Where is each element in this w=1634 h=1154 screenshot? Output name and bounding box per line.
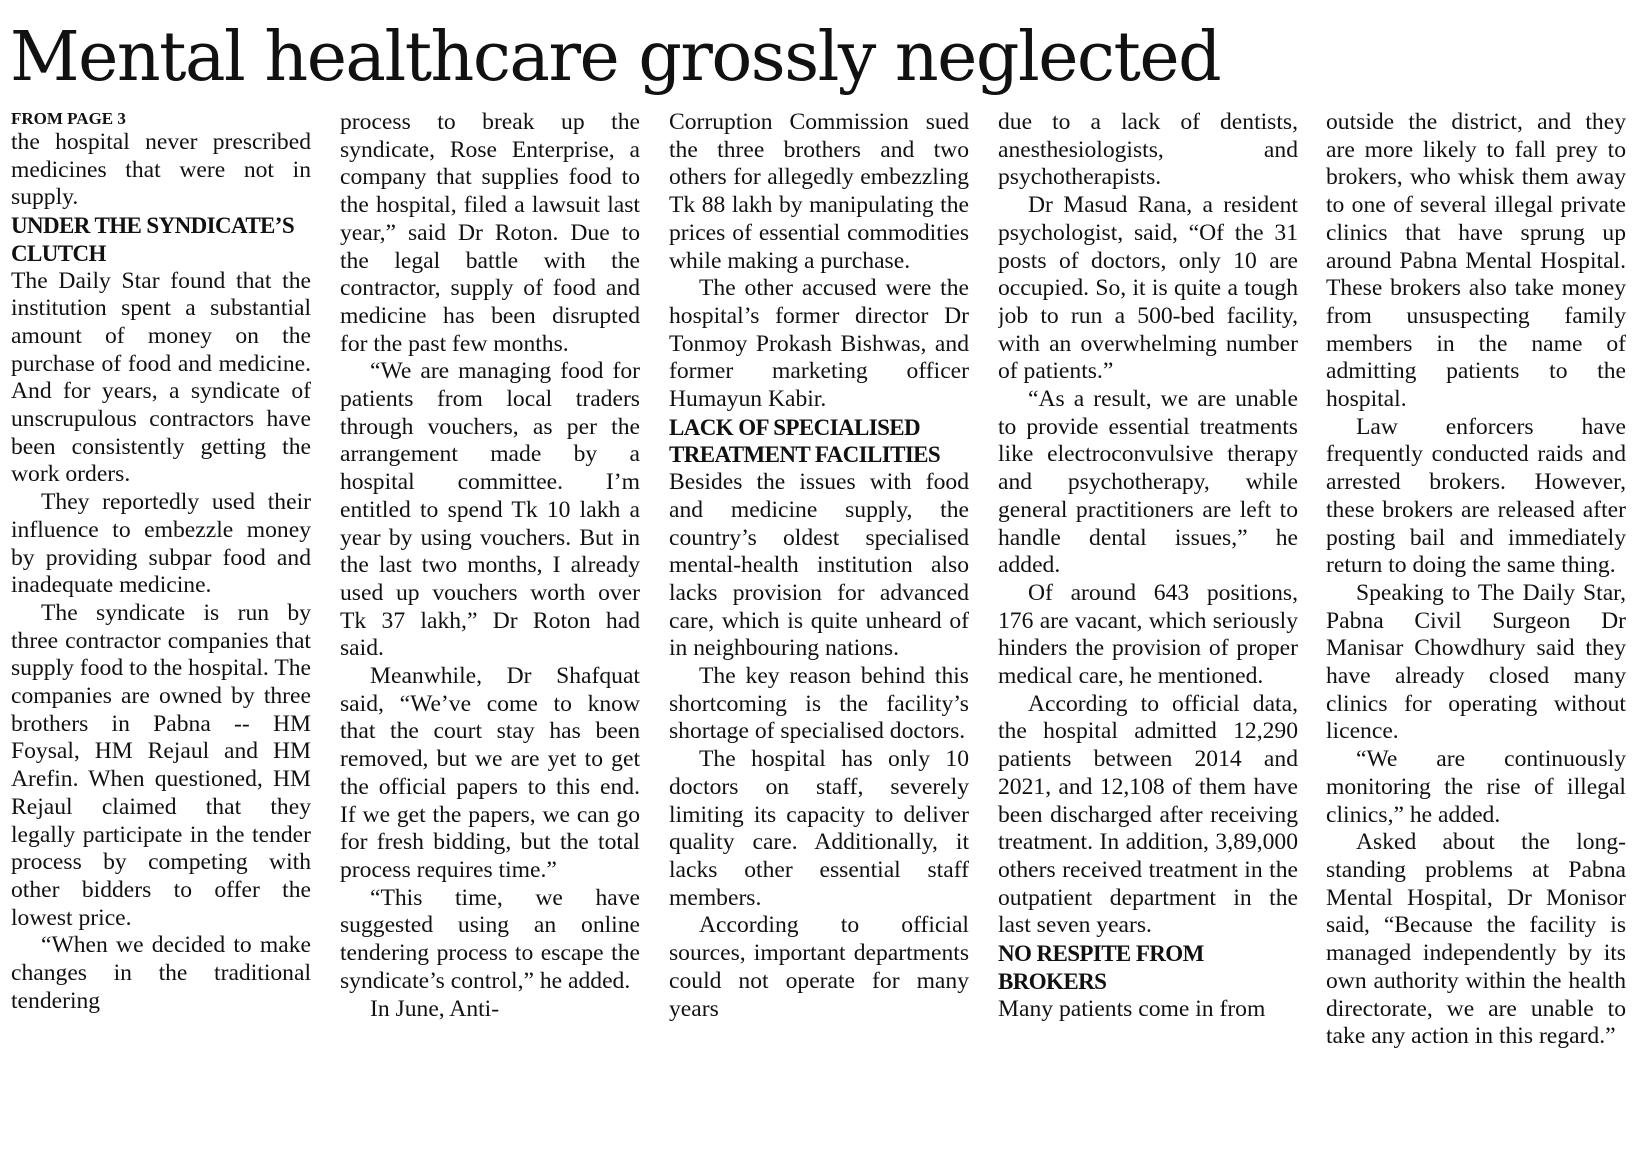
paragraph: They reportedly used their influence to embezzle money by providing subpar food and inadequate medicine. <box>11 489 311 599</box>
paragraph: Asked about the long-standing problems at Pabna Mental Hospital, Dr Monisor said, “Because the facility is managed independently by its own authority within the health directorate, we are unable to take any action in this regard.” <box>1326 829 1626 1050</box>
paragraph: Speaking to The Daily Star, Pabna Civil Surgeon Dr Manisar Chowdhury said they have already closed many clinics for operating without licence. <box>1326 579 1626 745</box>
paragraph: Meanwhile, Dr Shafquat said, “We’ve come to know that the court stay has been removed, but we are yet to get the official papers to this end. If we get the papers, we can go for fresh bidding, but the total process requires time.” <box>340 663 640 883</box>
paragraph: process to break up the syndicate, Rose Enterprise, a company that supplies food to the hospital, filed a lawsuit last year,” said Dr Roton. Due to the legal battle with the contractor, supply of food and medicine has been disrupted for the past few months. <box>340 109 640 357</box>
paragraph: “This time, we have suggested using an online tendering process to escape the syndicate’s control,” he added. <box>340 884 640 994</box>
paragraph: the hospital never prescribed medicines that were not in supply. <box>11 129 311 211</box>
jump-line: FROM PAGE 3 <box>11 109 126 128</box>
paragraph: Law enforcers have frequently conducted raids and arrested brokers. However, these brokers are released after posting bail and immediately return to doing the same thing. <box>1326 413 1626 579</box>
paragraph: The key reason behind this shortcoming is the facility’s shortage of specialised doctors. <box>669 663 969 745</box>
paragraph: “We are continuously monitoring the rise of illegal clinics,” he added. <box>1326 746 1626 828</box>
paragraph: In June, Anti- <box>370 995 500 1022</box>
paragraph: Corruption Commission sued the three brothers and two others for allegedly embezzling Tk 88 lakh by manipulating the prices of essential commodities while making a purchase. <box>669 109 969 274</box>
article-column-2 <box>340 109 640 1149</box>
paragraph: The Daily Star found that the institution spent a substantial amount of money on the purchase of food and medicine. And for years, a syndicate of unscrupulous contractors have been consistently getting the work orders. <box>11 267 311 488</box>
paragraph: Besides the issues with food and medicine supply, the country’s oldest specialised mental-health institution also lacks provision for advanced care, which is quite unheard of in neighbouring nations. <box>669 469 969 662</box>
paragraph: outside the district, and they are more likely to fall prey to brokers, who whisk them away to one of several illegal private clinics that have sprung up around Pabna Mental Hospital. These brokers also take money from unsuspecting family members in the name of admitting patients to the hospital. <box>1326 109 1626 413</box>
paragraph: The syndicate is run by three contractor companies that supply food to the hospital. The companies are owned by three brothers in Pabna -- HM Foysal, HM Rejaul and HM Arefin. When questioned, HM Rejaul claimed that they legally participate in the tender process by competing with other bidders to offer the lowest price. <box>11 599 311 931</box>
paragraph: According to official sources, important departments could not operate for many years <box>669 912 969 1022</box>
article-column-1 <box>11 109 311 1149</box>
subheading: LACK OF SPECIALISED TREATMENT FACILITIES <box>669 414 941 468</box>
subheading: NO RESPITE FROM BROKERS <box>998 941 1204 994</box>
paragraph: The hospital has only 10 doctors on staff, severely limiting its capacity to deliver quality care. Additionally, it lacks other essential staff members. <box>669 746 969 911</box>
paragraph: “As a result, we are unable to provide essential treatments like electroconvulsive therapy and psychotherapy, while general practitioners are left to handle dental issues,” he added. <box>998 386 1298 579</box>
paragraph: Dr Masud Rana, a resident psychologist, said, “Of the 31 posts of doctors, only 10 are occupied. So, it is quite a tough job to run a 500-bed facility, with an overwhelming number of patients.” <box>998 192 1298 385</box>
paragraph: “We are managing food for patients from local traders through vouchers, as per the arrangement made by a hospital committee. I’m entitled to spend Tk 10 lakh a year by using vouchers. But in the last two months, I already used up vouchers worth over Tk 37 lakh,” Dr Roton had said. <box>340 358 640 662</box>
paragraph: According to official data, the hospital admitted 12,290 patients between 2014 and 2021, and 12,108 of them have been discharged after receiving treatment. In addition, 3,89,000 others received treatment in the outpatient department in the last seven years. <box>998 690 1298 939</box>
article-column-4 <box>998 109 1298 1149</box>
subheading: UNDER THE SYNDICATE’S CLUTCH <box>11 213 295 266</box>
article-column-3 <box>669 109 969 1149</box>
article-column-5 <box>1326 109 1626 1149</box>
paragraph: “When we decided to make changes in the traditional tendering <box>11 932 311 1014</box>
paragraph: The other accused were the hospital’s former director Dr Tonmoy Prokash Bishwas, and former marketing officer Humayun Kabir. <box>669 275 969 413</box>
paragraph: Many patients come in from <box>998 995 1266 1022</box>
headline: Mental healthcare grossly neglected <box>10 18 1221 97</box>
paragraph: due to a lack of dentists, anesthesiologists, and psychotherapists. <box>998 109 1298 191</box>
paragraph: Of around 643 positions, 176 are vacant, which seriously hinders the provision of proper medical care, he mentioned. <box>998 579 1298 690</box>
